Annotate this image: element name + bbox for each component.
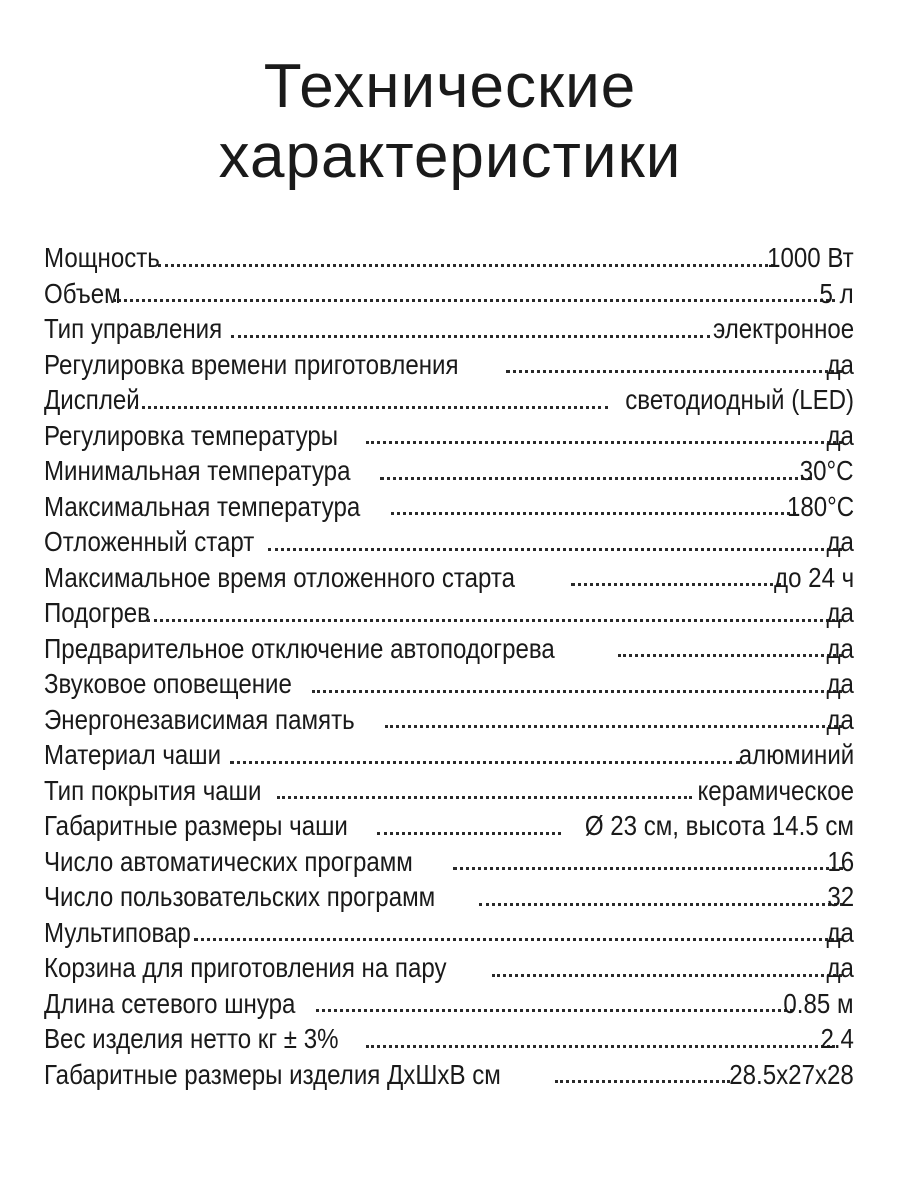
dot-leader xyxy=(113,298,835,302)
dot-leader xyxy=(316,1008,793,1012)
spec-row-power xyxy=(44,240,854,276)
spec-row-steam-basket xyxy=(44,950,854,986)
spec-label: Минимальная температура xyxy=(44,455,351,486)
spec-row-min-temperature xyxy=(44,453,854,489)
spec-label: Максимальная температура xyxy=(44,490,361,522)
spec-label: Звуковое оповещение xyxy=(44,668,292,699)
spec-value: 30°C xyxy=(800,455,854,486)
dot-leader xyxy=(380,476,812,480)
spec-label: Длина сетевого шнура xyxy=(44,987,296,1019)
dot-leader xyxy=(194,937,842,941)
dot-leader xyxy=(147,618,842,622)
dot-leader xyxy=(158,263,773,267)
spec-label: Мультиповар xyxy=(44,916,191,948)
spec-row-keep-warm-off xyxy=(44,631,854,667)
dot-leader xyxy=(479,902,844,906)
spec-label: Предварительное отключение автоподогрева xyxy=(44,632,555,664)
spec-label: Энергонезависимая память xyxy=(44,703,355,735)
spec-row-display xyxy=(44,382,854,418)
spec-value: электронное xyxy=(712,313,854,344)
spec-row-memory xyxy=(44,702,854,738)
dot-leader xyxy=(135,405,608,409)
spec-row-cooking-time-adjust xyxy=(44,347,854,383)
dot-leader xyxy=(231,334,710,338)
spec-value: 180°C xyxy=(786,490,854,522)
dot-leader xyxy=(268,547,842,551)
dot-leader xyxy=(312,689,842,693)
spec-value: светодиодный (LED) xyxy=(625,384,854,415)
spec-row-net-weight xyxy=(44,1021,854,1057)
spec-label: Дисплей xyxy=(44,384,140,415)
spec-label: Габаритные размеры изделия ДхШхВ см xyxy=(44,1058,501,1090)
spec-label: Вес изделия нетто кг ± 3% xyxy=(44,1023,339,1054)
spec-value: да xyxy=(826,419,854,451)
spec-row-control-type xyxy=(44,311,854,347)
spec-label: Корзина для приготовления на пару xyxy=(44,952,447,983)
spec-value: 32 xyxy=(827,881,854,912)
spec-row-multicook xyxy=(44,915,854,951)
spec-value: алюминий xyxy=(738,739,854,770)
spec-label: Габаритные размеры чаши xyxy=(44,810,348,841)
spec-label: Подогрев xyxy=(44,597,150,628)
spec-row-keep-warm xyxy=(44,595,854,631)
spec-value: 28.5x27x28 xyxy=(729,1058,854,1090)
spec-row-temperature-adjust xyxy=(44,418,854,454)
spec-value: да xyxy=(826,952,854,983)
spec-value: 2.4 xyxy=(820,1023,854,1054)
dot-leader xyxy=(555,1079,730,1083)
dot-leader xyxy=(366,1044,835,1048)
spec-row-bowl-coating xyxy=(44,773,854,809)
page-title xyxy=(0,52,900,192)
spec-row-bowl-dimensions xyxy=(44,808,854,844)
spec-value: да xyxy=(826,668,854,699)
spec-label: Регулировка температуры xyxy=(44,419,339,451)
dot-leader xyxy=(506,369,843,373)
spec-value: керамическое xyxy=(697,774,854,806)
spec-row-auto-programs xyxy=(44,844,854,880)
dot-leader xyxy=(377,831,561,835)
page-title-line-1: Технические xyxy=(263,52,637,121)
dot-leader xyxy=(366,440,843,444)
spec-label: Объем xyxy=(44,277,121,309)
spec-label: Регулировка времени приготовления xyxy=(44,348,459,380)
spec-label: Тип покрытия чаши xyxy=(44,774,262,806)
spec-value: да xyxy=(826,632,854,664)
spec-label: Число автоматических программ xyxy=(44,845,413,877)
spec-row-sound-alert xyxy=(44,666,854,702)
page-title-line-2: характеристики xyxy=(218,122,682,191)
spec-list xyxy=(44,240,854,1092)
spec-row-bowl-material xyxy=(44,737,854,773)
spec-row-max-delay-time xyxy=(44,560,854,596)
spec-row-delayed-start xyxy=(44,524,854,560)
spec-row-product-dimensions xyxy=(44,1057,854,1093)
spec-value: Ø 23 см, высота 14.5 см xyxy=(584,810,854,841)
dot-leader xyxy=(618,653,843,657)
dot-leader xyxy=(571,582,781,586)
spec-value: 1000 Вт xyxy=(767,242,854,273)
spec-value: до 24 ч xyxy=(773,561,854,593)
dot-leader xyxy=(277,795,693,799)
dot-leader xyxy=(391,511,796,515)
spec-value: да xyxy=(826,526,854,557)
dot-leader xyxy=(385,724,842,728)
spec-value: да xyxy=(826,597,854,628)
spec-value: да xyxy=(826,348,854,380)
spec-row-volume xyxy=(44,276,854,312)
spec-value: да xyxy=(826,916,854,948)
spec-value: 5 л xyxy=(819,277,854,309)
dot-leader xyxy=(453,866,844,870)
spec-label: Мощность xyxy=(44,242,160,273)
spec-label: Максимальное время отложенного старта xyxy=(44,561,516,593)
dot-leader xyxy=(230,760,741,764)
spec-value: 16 xyxy=(827,845,854,877)
spec-value: да xyxy=(826,703,854,735)
spec-label: Отложенный старт xyxy=(44,526,255,557)
spec-value: 0.85 м xyxy=(783,987,854,1019)
spec-label: Число пользовательских программ xyxy=(44,881,436,912)
spec-row-user-programs xyxy=(44,879,854,915)
spec-label: Материал чаши xyxy=(44,739,222,770)
dot-leader xyxy=(492,973,843,977)
spec-label: Тип управления xyxy=(44,313,223,344)
spec-row-cord-length xyxy=(44,986,854,1022)
spec-row-max-temperature xyxy=(44,489,854,525)
